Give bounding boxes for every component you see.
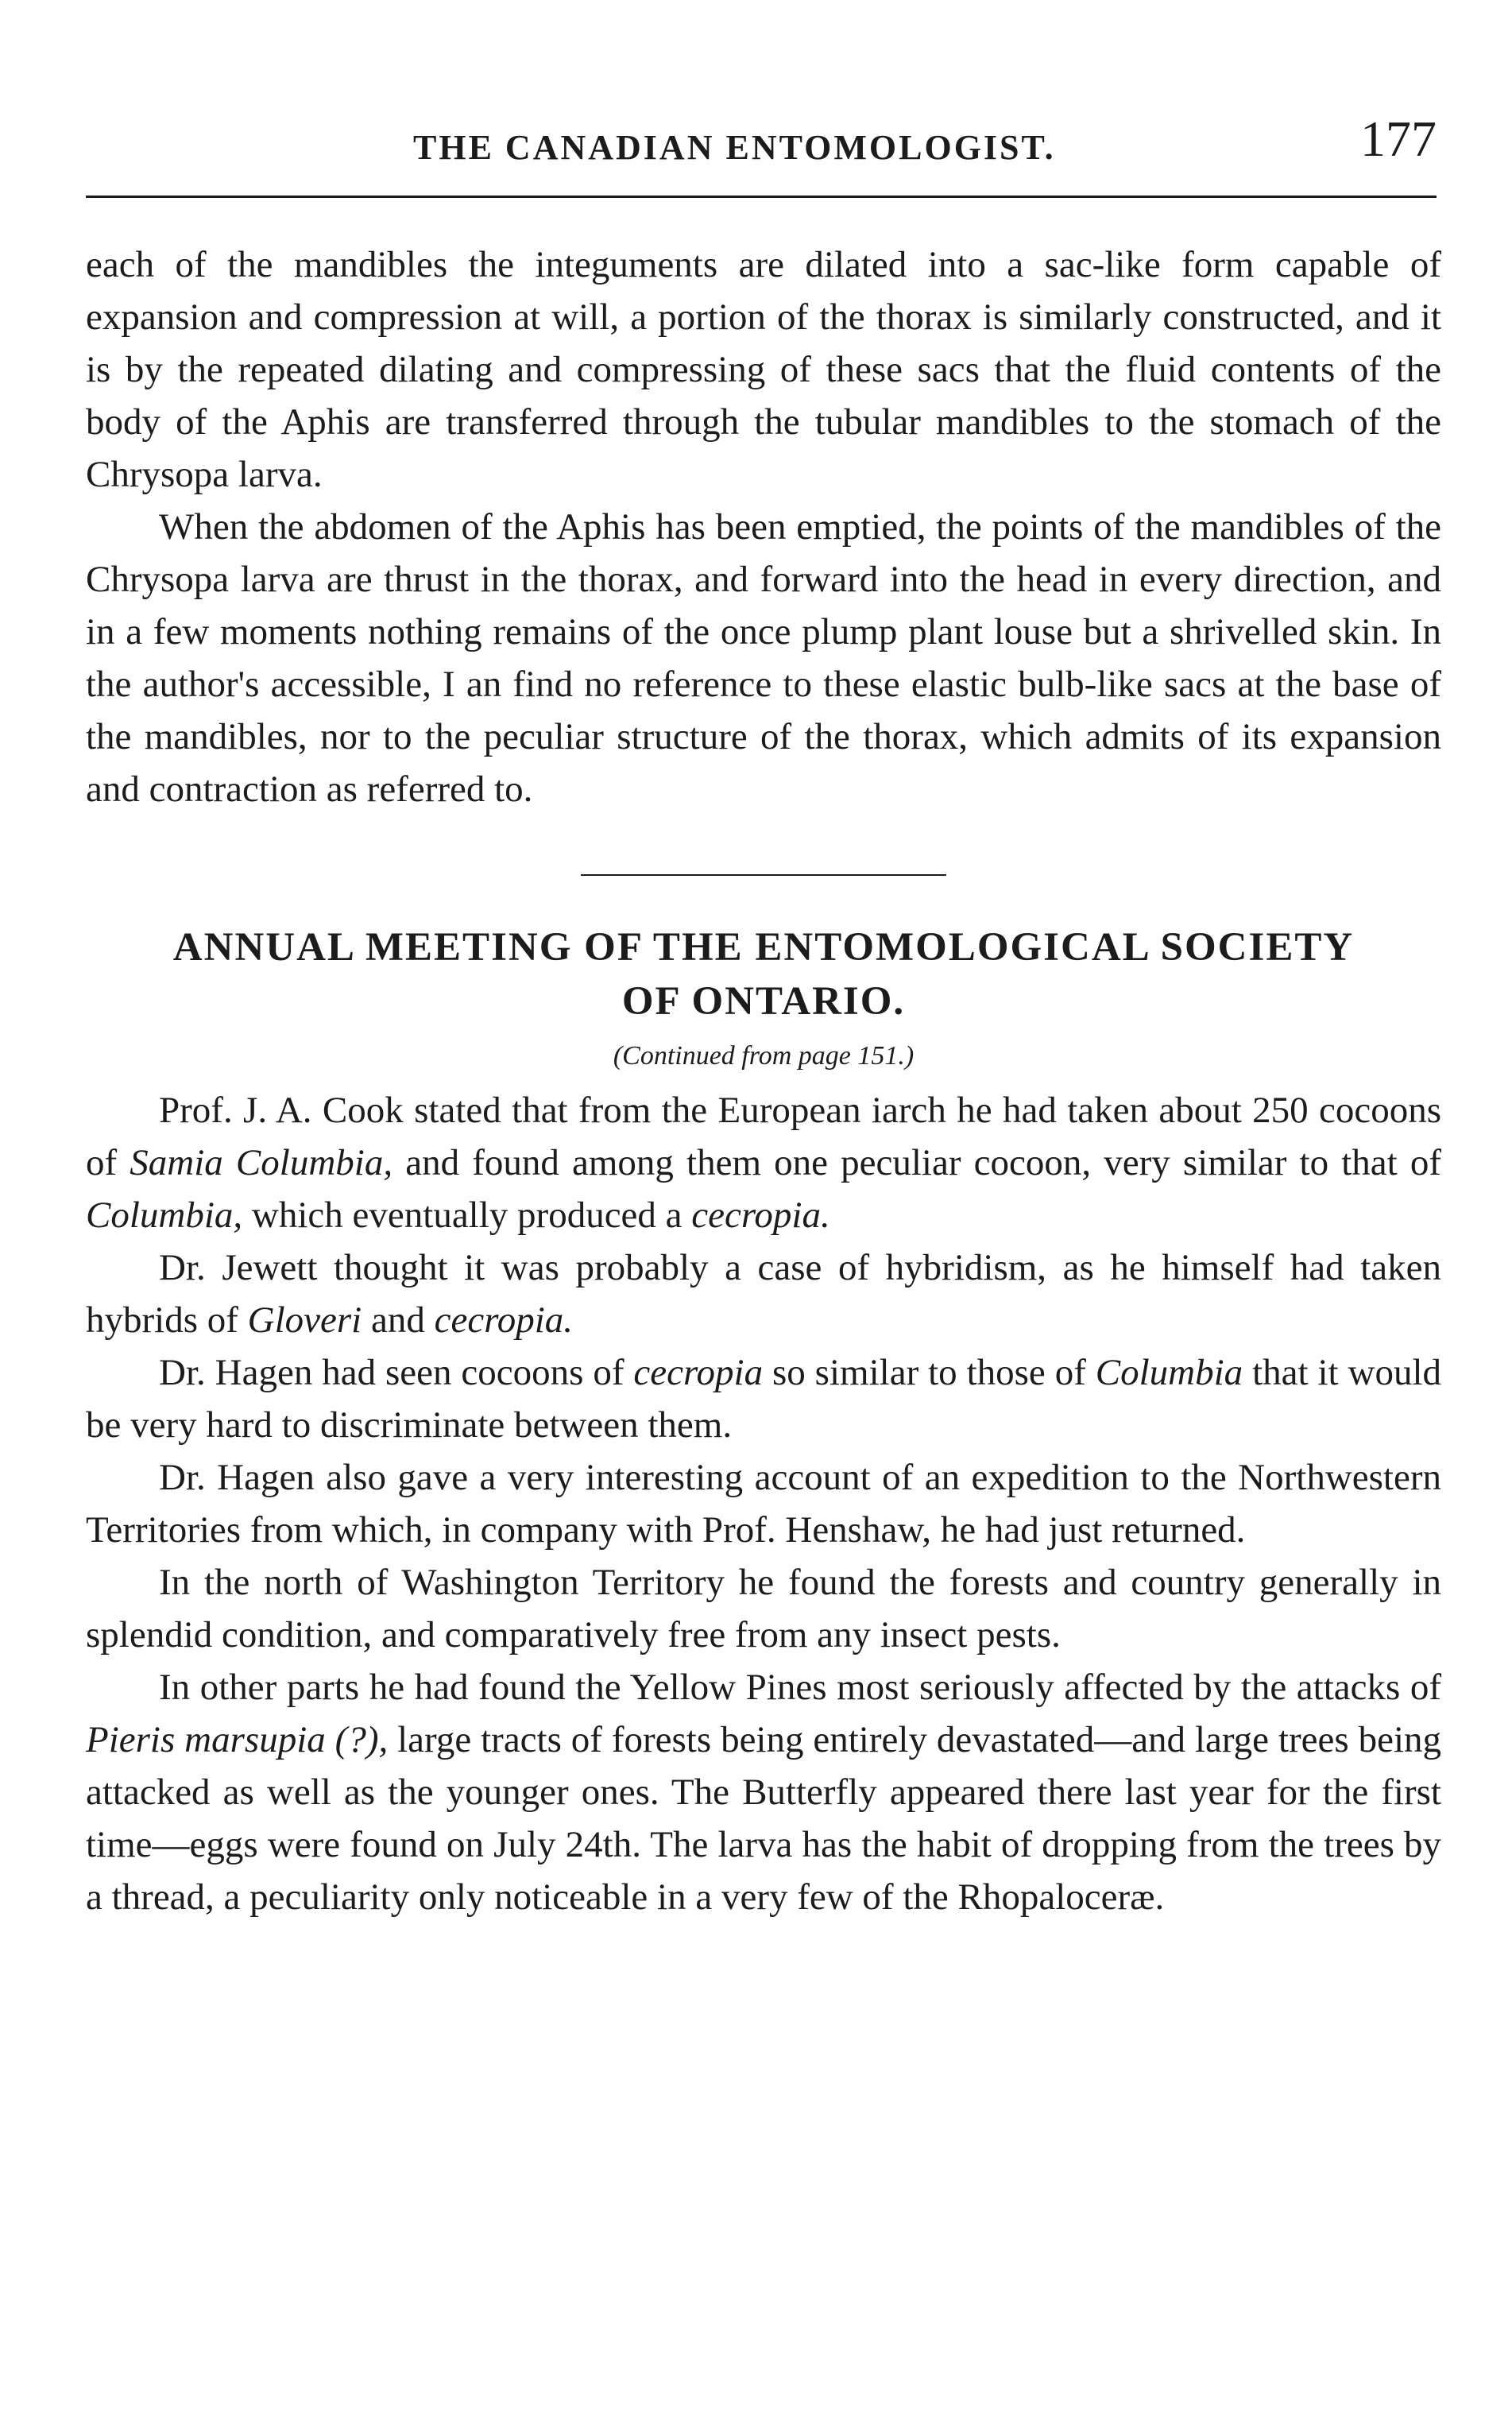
- paragraph-jewett: [86, 1241, 1441, 1346]
- final-italic-1: Pieris marsupia (?),: [86, 1719, 389, 1760]
- section-title-line-2: OF ONTARIO.: [621, 979, 906, 1024]
- paragraph-cook: [86, 1084, 1441, 1241]
- cook-italic-2: Columbia,: [86, 1195, 243, 1236]
- paragraph-hagen-cocoons: [86, 1346, 1441, 1451]
- running-head: THE CANADIAN ENTOMOLOGIST.: [413, 128, 1056, 167]
- hagen1-text-3: that it would be very hard to discriminate between them.: [86, 1352, 1441, 1446]
- cook-text-3: which eventually produced a: [242, 1195, 692, 1236]
- page-header: [86, 110, 1437, 173]
- cook-text-2: and found among them one peculiar cocoon, very similar to that of: [393, 1142, 1441, 1183]
- section-title: [86, 920, 1441, 1028]
- jewett-italic-1: Gloveri: [247, 1299, 362, 1341]
- hagen1-italic-1: cecropia: [633, 1352, 764, 1393]
- cook-italic-3: cecropia.: [691, 1195, 830, 1236]
- section-title-line-1: ANNUAL MEETING OF THE ENTOMOLOGICAL SOCIETY: [172, 925, 1355, 970]
- paragraph-hagen-expedition: Dr. Hagen also gave a very interesting account of an expedition to the Northwestern Territories from which, in company with Prof. Henshaw, he had just returned.: [86, 1457, 1441, 1551]
- paragraph-yellow-pines: [86, 1661, 1441, 1923]
- final-text-2: large tracts of forests being entirely devastated—and large trees being attacked as well as the younger ones. The Butterfly appeared there last year for the first time—eggs were found on July 24th. The larva has the habit of dropping from the trees by a thread, a peculiarity only noticeable in a very few of the Rhopaloceræ.: [86, 1719, 1441, 1918]
- jewett-italic-2: cecropia.: [434, 1299, 574, 1341]
- hagen1-text-2: so similar to those of: [763, 1352, 1096, 1393]
- jewett-text-1: Dr. Jewett thought it was probably a case of hybridism, as he himself had taken hybrids of: [86, 1247, 1441, 1341]
- hagen1-italic-2: Columbia: [1095, 1352, 1243, 1393]
- section-divider: [581, 874, 946, 876]
- paragraph-washington: In the north of Washington Territory he found the forests and country generally in splendid condition, and comparatively free from any insect pests.: [86, 1562, 1441, 1655]
- final-text-1: In other parts he had found the Yellow Pines most seriously affected by the attacks of: [159, 1667, 1441, 1708]
- continued-note: (Continued from page 151.): [613, 1041, 915, 1071]
- page-body: [86, 238, 1441, 1923]
- jewett-text-2: and: [362, 1299, 435, 1341]
- page-number: 177: [1360, 110, 1437, 167]
- cook-text-1: Prof. J. A. Cook stated that from the European iarch he had taken about 250 cocoons of: [86, 1090, 1441, 1183]
- cook-italic-1: Samia Columbia,: [130, 1142, 393, 1183]
- paragraph-continuation: each of the mandibles the integuments are dilated into a sac-like form capable of expansion and compression at will, a portion of the thorax is similarly constructed, and it is by the repeated dilating and compressing of these sacs that the fluid contents of the body of the Aphis are transferred through the tubular mandibles to the stomach of the Chrysopa larva.: [86, 244, 1441, 495]
- header-rule: [86, 196, 1437, 198]
- paragraph-aphis-emptied: When the abdomen of the Aphis has been emptied, the points of the mandibles of the Chrysopa larva are thrust in the thorax, and forward into the head in every direction, and in a few moments nothing remains of the once plump plant louse but a shrivelled skin. In the author's accessible, I an find no reference to these elastic bulb-like sacs at the base of the mandibles, nor to the peculiar structure of the thorax, which admits of its expansion and contraction as referred to.: [86, 506, 1441, 810]
- hagen1-text-1: Dr. Hagen had seen cocoons of: [159, 1352, 634, 1393]
